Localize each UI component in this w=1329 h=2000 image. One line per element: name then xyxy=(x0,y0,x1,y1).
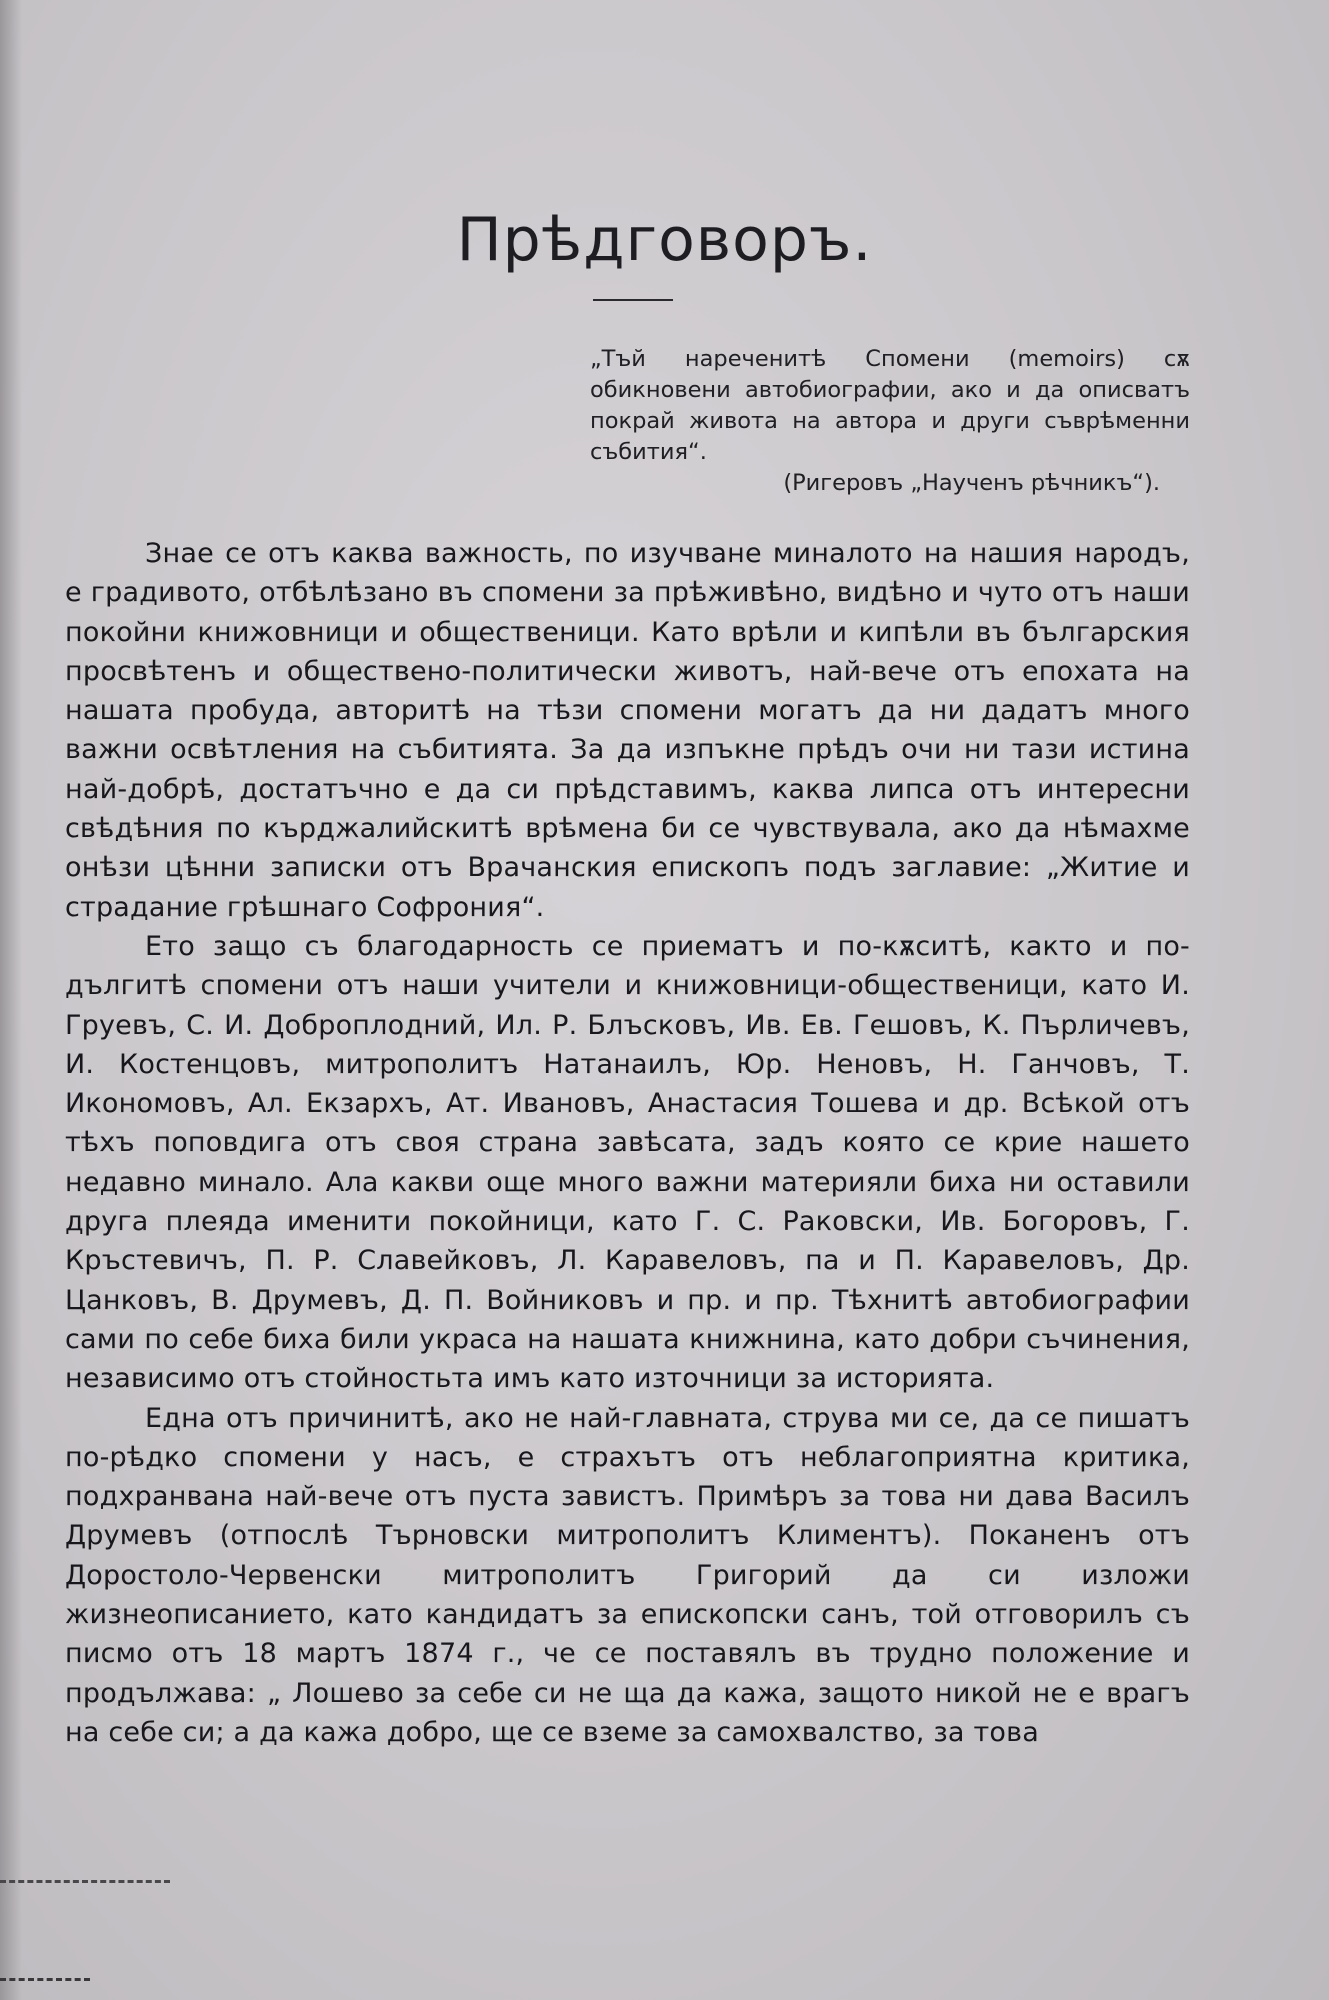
paragraph: Ето защо съ благодарность се приематъ и по-кѫситѣ, както и по-дългитѣ спомени отъ наши учители и книжовници-общественици, като И. Груевъ, С. И. Доброплодний, Ил. Р. Блъсковъ, Ив. Ев. Гешовъ, К. Пърличевъ, И. Костенцовъ, митрополитъ Натанаилъ, Юр. Неновъ, Н. Ганчовъ, Т. Икономовъ, Ал. Екзархъ, Ат. Ивановъ, Анастасия Тошева и др. Всѣкой отъ тѣхъ поповдига отъ своя страна завѣсата, задъ която се крие нашето недавно минало. Ала какви още много важни материяли биха ни оставили друга плеяда именити покойници, като Г. С. Раковски, Ив. Богоровъ, Г. Кръстевичъ, П. Р. Славейковъ, Л. Каравеловъ, па и П. Каравеловъ, Др. Цанковъ, В. Друмевъ, Д. П. Войниковъ и пр. и пр. Тѣхнитѣ автобиографии сами по себе биха били украса на нашата книжнина, като добри съчинения, независимо отъ стойностьта имъ като източници за историята. xyxy=(65,930,1190,1395)
body-text xyxy=(65,534,1190,1752)
epigraph-quote: „Тъй нареченитѣ Спомени (memoirs) сѫ обикновени автобиографии, ако и да описватъ покрай живота на автора и други съврѣменни събития“. xyxy=(590,346,1190,465)
paragraph: Знае се отъ каква важность, по изучване миналото на нашия народъ, е градивото, отбѣлѣзано въ спомени за прѣживѣно, видѣно и чуто отъ наши покойни книжовници и общественици. Като врѣли и кипѣли въ българския просвѣтенъ и обществено-политически животъ, най-вече отъ епохата на нашата пробуда, авторитѣ на тѣзи спомени могатъ да ни дадатъ много важни освѣтления на събитията. За да изпъкне прѣдъ очи ни тази истина най-добрѣ, достатъчно е да си прѣдставимъ, каква липса отъ интересни свѣдѣния по кърджалийскитѣ врѣмена би се чувствувала, ако да нѣмахме онѣзи цѣнни записки отъ Врачанския епископъ подъ заглавие: „Житие и страдание грѣшнаго Софрония“. xyxy=(65,538,1190,923)
page-title: Прѣдговоръ. xyxy=(456,205,873,275)
epigraph xyxy=(590,344,1190,499)
page-corner-mark xyxy=(0,1978,90,1987)
page-edge-shadow xyxy=(0,0,22,2000)
title-divider xyxy=(593,299,673,301)
epigraph-source: (Ригеровъ „Наученъ рѣчникъ“). xyxy=(783,470,1160,496)
page-footer-mark xyxy=(0,1870,170,1883)
paragraph: Една отъ причинитѣ, ако не най-главната, струва ми се, да се пишатъ по-рѣдко спомени у насъ, е страхътъ отъ неблагоприятна критика, подхранвана най-вече отъ пуста завистъ. Примѣръ за това ни дава Василъ Друмевъ (отпослѣ Търновски митрополитъ Климентъ). Поканенъ отъ Доростоло-Червенски митрополитъ Григорий да си изложи жизнеописанието, като кандидатъ за епископски санъ, той отговорилъ съ писмо отъ 18 мартъ 1874 г., че се поставялъ въ трудно положение и продължава: „ Лошево за себе си не ща да кажа, защото никой не е врагъ на себе си; а да кажа добро, ще се вземе за самохвалство, за това xyxy=(65,1402,1190,1748)
